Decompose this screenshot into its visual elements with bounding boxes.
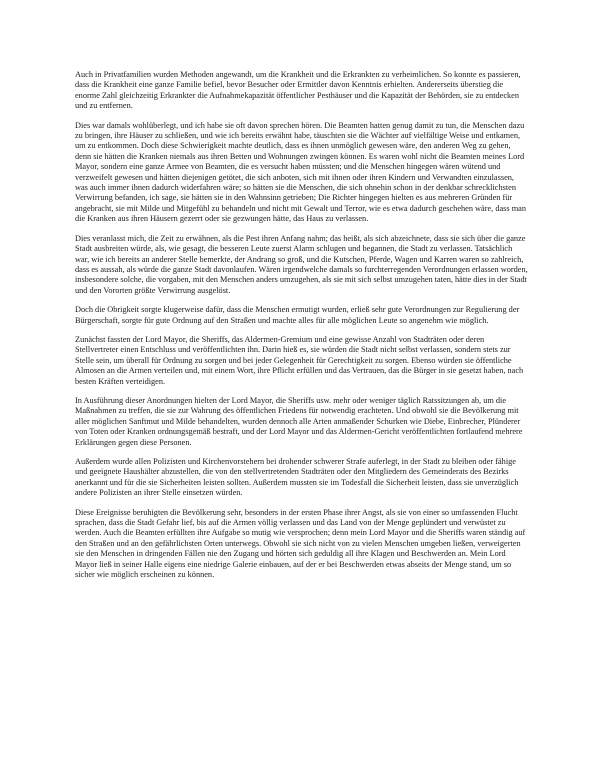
paragraph-5: Zunächst fassten der Lord Mayor, die Sheriffs, das Aldermen-Gremium und eine gewisse Anzahl von Stadträten oder deren Stellvertreter einen Entschluss und veröffentlichten ihn. Darin hieß es, sie würden die Stadt nicht selbst verlassen, sondern stets zur Stelle sein, um überall für Ordnung zu sorgen und bei jeder Gelegenheit für Gerechtigkeit zu sorgen. Ebenso würden sie öffentliche Almosen an die Armen verteilen und, mit einem Wort, ihre Pflicht erfüllen und das Vertrauen, das die Bürger in sie gesetzt haben, nach besten Kräften verteidigen. (75, 334, 524, 386)
paragraph-1: Auch in Privatfamilien wurden Methoden angewandt, um die Krankheit und die Erkrankten zu verheimlichen. So konnte es passieren, dass die Krankheit eine ganze Familie befiel, bevor Besucher oder Ermittler davon Kenntnis erhielten. Andererseits überstieg die enorme Zahl gleichzeitig Erkrankter die Aufnahmekapazität öffentlicher Pesthäuser und die Kapazität der Behörden, sie zu entdecken und zu entfernen. (75, 70, 521, 111)
paragraph-7: Außerdem wurde allen Polizisten und Kirchenvorstehern bei drohender schwerer Strafe auferlegt, in der Stadt zu bleiben oder fähige und geeignete Haushälter abzustellen, die von den stellvertretenden Stadträten oder den Mitgliedern des Gemeinderats des Bezirks anerkannt und für die sie Sicherheiten leisten sollten. Außerdem mussten sie im Todesfall die Sicherheit leisten, dass sie unverzüglich andere Polizisten an ihrer Stelle einsetzen würden. (75, 457, 519, 498)
paragraph-2: Dies war damals wohlüberlegt, und ich habe sie oft davon sprechen hören. Die Beamten hatten genug damit zu tun, die Menschen dazu zu bringen, ihre Häuser zu schließen, und wie ich bereits erwähnt habe, täuschten sie die Wächter auf vielfältige Weise und entkamen, um zu entkommen. Doch diese Schwierigkeit machte deutlich, dass es ihnen unmöglich gewesen wäre, den anderen Weg zu gehen, denn sie hätten die Kranken niemals aus ihren Betten und Wohnungen zwingen können. Es waren wohl nicht die Beamten meines Lord Mayor, sondern eine ganze Armee von Beamten, die es versucht haben müssten; und die Menschen hingegen wären wütend und verzweifelt gewesen und hätten diejenigen getötet, die sich anboten, sich mit ihnen oder ihren Kindern und Verwandten einzulassen, was auch immer ihnen dadurch widerfahren wäre; so hätten sie die Menschen, die sich ohnehin schon in der denkbar schrecklichsten Verwirrung befanden, ich sage, sie hätten sie in den Wahnsinn getrieben; Die Richter hingegen hielten es aus mehreren Gründen für angebracht, sie mit Milde und Mitgefühl zu behandeln und nicht mit Gewalt und Terror, wie es etwa dadurch geschehen wäre, dass man die Kranken aus ihren Häusern gezerrt oder sie gezwungen hätte, das Haus zu verlassen. (75, 120, 526, 224)
paragraph-3: Dies veranlasst mich, die Zeit zu erwähnen, als die Pest ihren Anfang nahm; das heißt, als sich abzeichnete, dass sie sich über die ganze Stadt ausbreiten würde, als, wie gesagt, die besseren Leute zuerst Alarm schlugen und begannen, die Stadt zu verlassen. Tatsächlich war, wie ich bereits an anderer Stelle bemerkte, der Andrang so groß, und die Kutschen, Pferde, Wagen und Karren waren so zahlreich, dass es aussah, als würde die ganze Stadt davonlaufen. Wären irgendwelche damals so furchterregenden Verordnungen erlassen worden, insbesondere solche, die vorgaben, mit den Menschen anders umzugehen, als sie mit sich selbst umzugehen taten, hätte dies in der Stadt und den Vororten größte Verwirrung ausgelöst. (75, 233, 528, 295)
paragraph-8: Diese Ereignisse beruhigten die Bevölkerung sehr, besonders in der ersten Phase ihrer Angst, als sie von einer so umfassenden Flucht sprachen, dass die Stadt Gefahr lief, bis auf die Armen völlig verlassen und das Land von der Menge geplündert und verwüstet zu werden. Auch die Beamten erfüllten ihre Aufgabe so mutig wie versprochen; denn mein Lord Mayor und die Sheriffs waren ständig auf den Straßen und an den gefährlichsten Orten unterwegs. Obwohl sie sich nicht von zu vielen Menschen umgeben ließen, verweigerten sie den Menschen in dringenden Fällen nie den Zugang und hörten sich geduldig all ihre Klagen und Beschwerden an. Mein Lord Mayor ließ in seiner Halle eigens eine niedrige Galerie einbauen, auf der er bei Beschwerden etwas abseits der Menge stand, um so sicher wie möglich erscheinen zu können. (75, 507, 526, 580)
paragraph-4: Doch die Obrigkeit sorgte klugerweise dafür, dass die Menschen ermutigt wurden, erließ sehr gute Verordnungen zur Regulierung der Bürgerschaft, sorgte für gute Ordnung auf den Straßen und machte alles für alle möglichen Leute so angenehm wie möglich. (75, 305, 520, 325)
paragraph-6: In Ausführung dieser Anordnungen hielten der Lord Mayor, die Sheriffs usw. mehr oder weniger täglich Ratssitzungen ab, um die Maßnahmen zu treffen, die sie zur Wahrung des öffentlichen Friedens für notwendig erachteten. Und obwohl sie die Bevölkerung mit aller möglichen Sanftmut und Milde behandelten, wurden dennoch alle Arten anmaßender Schurken wie Diebe, Einbrecher, Plünderer von Toten oder Kranken ordnungsgemäß bestraft, und der Lord Mayor und das Aldermen-Gericht veröffentlichten fortlaufend mehrere Erklärungen gegen diese Personen. (75, 395, 523, 447)
